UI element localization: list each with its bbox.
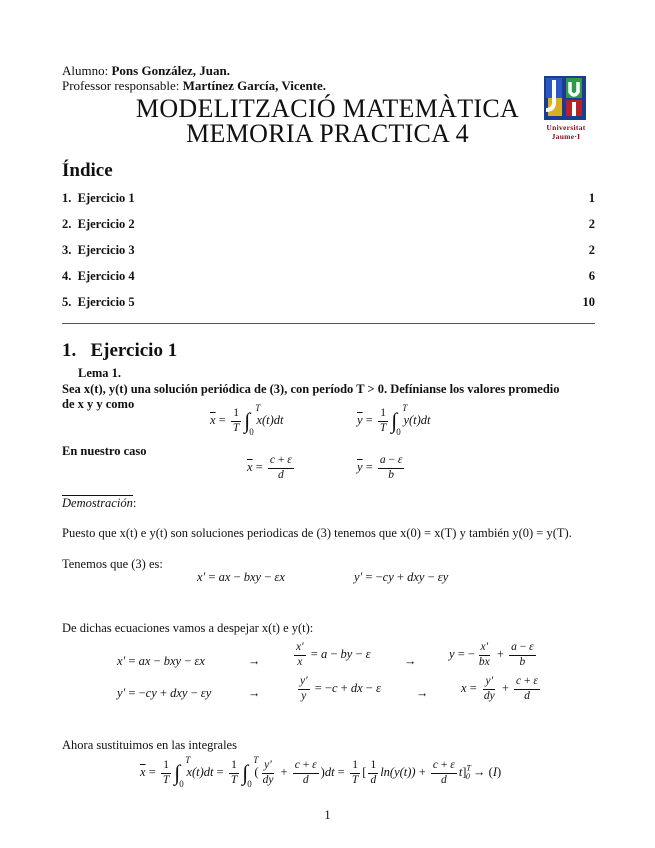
page-number: 1 (324, 808, 331, 822)
toc-item-label: Ejercicio 3 (77, 243, 135, 257)
equation-row1-c: y = − $\frac{x'}{bx}$ + $\frac{a - \varepsilon}{b}$ (449, 641, 534, 668)
toc-item-label: Ejercicio 4 (77, 269, 135, 283)
equation-xbar-value: $\overline{x}$ = $\frac{c + \varepsilon}{d}$ (247, 454, 292, 481)
demonstration-label: Demostración: (62, 496, 137, 510)
professor-label: Professor responsable: (62, 78, 180, 93)
lemma-text-line-2: de x y y como (62, 397, 135, 411)
toc-item-4[interactable]: 4. Ejercicio 4 6 (62, 269, 595, 283)
student-label: Alumno: (62, 63, 109, 78)
arrow-icon: → (404, 654, 417, 668)
university-logo (536, 74, 596, 146)
paragraph-system: Tenemos que (3) es: (62, 557, 163, 571)
lemma-label: Lema 1. (78, 366, 122, 380)
equation-substitution: $\overline{x}$ = $\frac{1}{T}$ ∫ T 0 x(t)dt = $\frac{1}{T}$ ∫ T 0 ( $\frac{y'}{dy}$ + $\frac{c + \varepsilon}{d}$ )dt = $\frac{1}{T}$ [ $\frac{1}{d}$ ln(y(t)) + $\frac{c + \varepsilon}{d}$ t]$^T_0$ → (I) (140, 755, 502, 789)
toc-item-page: 10 (582, 295, 595, 309)
logo-text-line-1: Universitat (546, 123, 586, 132)
paragraph-despejar: De dichas ecuaciones vamos a despejar x(t) e y(t): (62, 621, 314, 635)
arrow-icon: → (416, 686, 429, 700)
arrow-icon: → (248, 686, 261, 700)
arrow-icon: → (248, 654, 261, 668)
en-nuestro-caso: En nuestro caso (62, 444, 147, 458)
toc-item-5[interactable]: 5. Ejercicio 5 10 (62, 295, 595, 309)
professor-line (62, 78, 326, 94)
professor-name: Martínez García, Vicente. (182, 78, 327, 93)
toc-item-3[interactable]: 3. Ejercicio 3 2 (62, 243, 595, 257)
toc-item-label: Ejercicio 5 (77, 295, 135, 309)
toc-item-label: Ejercicio 1 (77, 191, 135, 205)
toc-item-page: 2 (588, 217, 595, 231)
toc-item-page: 6 (588, 269, 595, 283)
toc-heading: Índice (62, 160, 113, 181)
student-name: Pons González, Juan. (111, 63, 230, 78)
section-1-heading: 1. Ejercicio 1 (62, 340, 178, 361)
equation-row1-b: $\frac{x'}{x}$ = a − by − ε (296, 641, 371, 668)
title-line-1: MODELITZACIÓ MATEMÀTICA (135, 94, 520, 123)
toc-divider (62, 323, 595, 324)
equation-ybar-value: $\overline{y}$ = $\frac{a - \varepsilon}{b}$ (357, 454, 403, 481)
university-logo-emblem (536, 74, 596, 122)
paragraph-periodic: Puesto que x(t) e y(t) son soluciones periodicas de (3) tenemos que x(0) = x(T) y también y(0) = y(T). (62, 526, 572, 540)
toc-item-1[interactable]: 1. Ejercicio 1 1 (62, 191, 595, 205)
paragraph-sustituir: Ahora sustituimos en las integrales (62, 738, 237, 752)
student-line (62, 63, 230, 79)
logo-text-line-2: Jaume·I (551, 132, 581, 141)
toc-item-page: 2 (588, 243, 595, 257)
toc-item-label: Ejercicio 2 (77, 217, 135, 231)
toc-item-page: 1 (588, 191, 595, 205)
equation-row1-a: x′ = ax − bxy − εx (117, 654, 205, 668)
equation-xprime: x′ = ax − bxy − εx (197, 570, 285, 584)
toc-item-2[interactable]: 2. Ejercicio 2 2 (62, 217, 595, 231)
equation-yprime: y′ = −cy + dxy − εy (354, 570, 449, 584)
lemma-text-line-1: Sea x(t), y(t) una solución periódica de (3), con período T > 0. Defínianse los valores promedio (62, 382, 560, 396)
title-line-2: MEMORIA PRACTICA 4 (186, 119, 469, 148)
equation-row2-a: y′ = −cy + dxy − εy (117, 686, 212, 700)
equation-row2-b: $\frac{y'}{y}$ = −c + dx − ε (300, 675, 381, 702)
equation-row2-c: x = $\frac{y'}{dy}$ + $\frac{c + \varepsilon}{d}$ (461, 675, 538, 702)
equation-ybar-def: $\overline{y}$ = $\frac{1}{T}$ ∫ T 0 y(t)dt (357, 403, 431, 437)
equation-xbar-def: $\overline{x}$ = $\frac{1}{T}$ ∫ T 0 x(t)dt (210, 403, 284, 437)
